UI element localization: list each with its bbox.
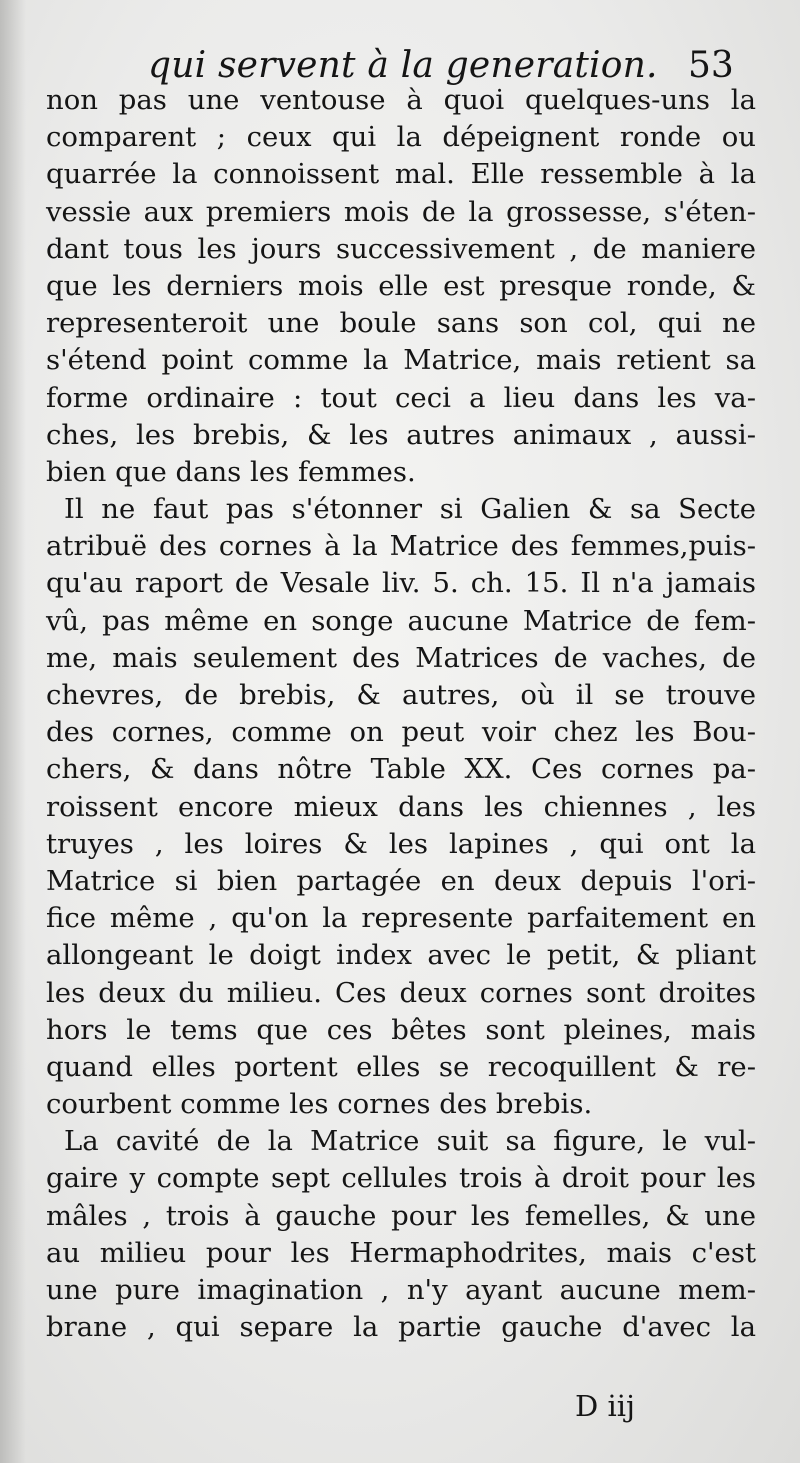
text-line: Il ne faut pas s'étonner si Galien & sa Secte — [64, 493, 756, 526]
text-line: forme ordinaire : tout ceci a lieu dans les va- — [46, 381, 756, 414]
text-line: truyes , les loires & les lapines , qui ont la — [46, 827, 756, 860]
text-line: vessie aux premiers mois de la grossesse, s'éten- — [46, 195, 756, 228]
text-line: Matrice si bien partagée en deux depuis l'ori- — [46, 864, 756, 897]
text-line: ches, les brebis, & les autres animaux , aussi- — [46, 418, 756, 451]
text-line: quarrée la connoissent mal. Elle ressemble à la — [46, 158, 756, 191]
text-line: bien que dans les femmes. — [46, 455, 416, 488]
text-line: quand elles portent elles se recoquillent & re- — [46, 1050, 756, 1083]
text-line: hors le tems que ces bêtes sont pleines, mais — [46, 1013, 756, 1046]
text-line: que les derniers mois elle est presque ronde, & — [46, 269, 756, 302]
text-line: au milieu pour les Hermaphodrites, mais c'est — [46, 1236, 756, 1269]
text-line: non pas une ventouse à quoi quelques-uns la — [46, 84, 756, 116]
running-title: qui servent à la generation. — [148, 45, 658, 86]
text-line: s'étend point comme la Matrice, mais retient sa — [46, 344, 756, 377]
text-line: chevres, de brebis, & autres, où il se trouve — [46, 679, 756, 711]
text-line: mâles , trois à gauche pour les femelles, & une — [46, 1199, 756, 1232]
text-line: une pure imagination , n'y ayant aucune mem- — [46, 1274, 756, 1306]
text-line: comparent ; ceux qui la dépeignent ronde ou — [46, 121, 756, 154]
text-line: fice même , qu'on la represente parfaitement en — [46, 902, 756, 935]
text-line: les deux du milieu. Ces deux cornes sont droites — [46, 976, 756, 1009]
text-line: roissent encore mieux dans les chiennes , les — [46, 790, 756, 823]
signature-mark: D iij — [575, 1389, 636, 1423]
text-line: La cavité de la Matrice suit sa figure, le vul- — [64, 1125, 756, 1158]
text-line: vû, pas même en songe aucune Matrice de fem- — [46, 604, 756, 637]
text-line: representeroit une boule sans son col, qui ne — [46, 307, 756, 340]
text-line: allongeant le doigt index avec le petit, & pliant — [46, 939, 756, 972]
text-line: atribuë des cornes à la Matrice des femmes,puis- — [46, 530, 756, 563]
text-line: gaire y compte sept cellules trois à droit pour les — [46, 1162, 756, 1195]
body-text — [46, 82, 756, 1346]
page-gutter-shadow — [0, 0, 26, 1463]
text-line: chers, & dans nôtre Table XX. Ces cornes pa- — [46, 753, 756, 786]
text-line: dant tous les jours successivement , de maniere — [46, 232, 756, 265]
text-line: des cornes, comme on peut voir chez les Bou- — [46, 716, 756, 749]
text-line: qu'au raport de Vesale liv. 5. ch. 15. Il n'a jamais — [46, 567, 756, 600]
page-number: 53 — [688, 45, 734, 86]
text-line: brane , qui separe la partie gauche d'avec la — [46, 1311, 756, 1344]
text-line: courbent comme les cornes des brebis. — [46, 1088, 593, 1121]
text-line: me, mais seulement des Matrices de vaches, de — [46, 641, 756, 674]
